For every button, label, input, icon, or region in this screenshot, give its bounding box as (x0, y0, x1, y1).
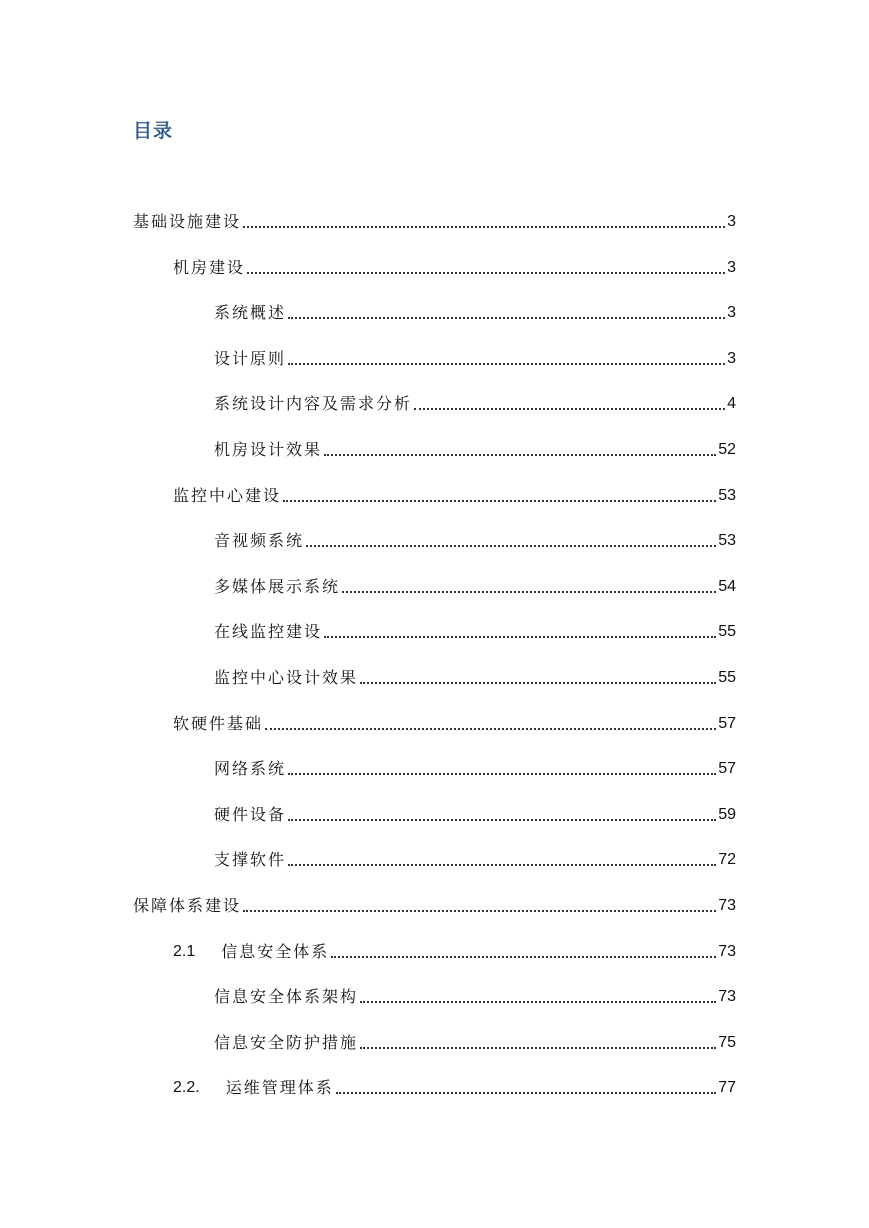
toc-entry-label: 机房设计效果 (214, 440, 323, 459)
toc-entry[interactable] (214, 299, 736, 323)
toc-entry[interactable] (214, 801, 736, 825)
toc-dot-leader (324, 454, 716, 456)
toc-entry-page-number: 73 (718, 897, 736, 914)
toc-entry-page-number: 77 (718, 1079, 736, 1096)
toc-dot-leader (243, 226, 725, 228)
toc-dot-leader (288, 864, 716, 866)
toc-entry-page-number: 53 (718, 532, 736, 549)
toc-entry[interactable] (214, 527, 736, 551)
toc-dot-leader (288, 363, 725, 365)
toc-entry-page-number: 54 (718, 578, 736, 595)
toc-dot-leader (360, 1047, 716, 1049)
toc-entry-label: 网络系统 (214, 759, 287, 778)
toc-dot-leader (288, 819, 716, 821)
toc-entry-page-number: 59 (718, 806, 736, 823)
toc-entry-label: 硬件设备 (214, 805, 287, 824)
toc-entry-page-number: 3 (727, 350, 736, 367)
toc-entry[interactable] (214, 755, 736, 779)
toc-entry[interactable] (214, 618, 736, 642)
toc-entry-number: 2.1 (173, 943, 196, 960)
toc-entry[interactable] (173, 482, 736, 506)
toc-dot-leader (288, 317, 725, 319)
toc-entry-label: 系统概述 (214, 303, 287, 322)
toc-entry-page-number: 57 (718, 760, 736, 777)
toc-dot-leader (360, 1001, 716, 1003)
toc-entry[interactable] (214, 390, 736, 414)
toc-entry-label: 软硬件基础 (173, 714, 264, 733)
toc-entry[interactable] (214, 664, 736, 688)
toc-entry[interactable] (133, 208, 736, 232)
toc-dot-leader (324, 636, 716, 638)
toc-entry-page-number: 3 (727, 259, 736, 276)
toc-entry-label: 设计原则 (214, 349, 287, 368)
toc-entry-page-number: 72 (718, 851, 736, 868)
toc-entry-page-number: 4 (727, 395, 736, 412)
toc-entry-label: 信息安全体系 (221, 942, 330, 961)
toc-entry[interactable] (173, 710, 736, 734)
toc-dot-leader (336, 1092, 717, 1094)
toc-entry-label: 监控中心建设 (173, 486, 282, 505)
toc-entry[interactable] (214, 1029, 736, 1053)
toc-entry-page-number: 75 (718, 1034, 736, 1051)
toc-entry-label: 信息安全体系架构 (214, 987, 359, 1006)
toc-entry-label: 多媒体展示系统 (214, 577, 341, 596)
toc-dot-leader (243, 910, 716, 912)
toc-entry-label: 运维管理体系 (225, 1078, 334, 1097)
toc-entry[interactable] (133, 892, 736, 916)
toc-entry-label: 基础设施建设 (133, 212, 242, 231)
toc-entry[interactable] (214, 983, 736, 1007)
toc-entry-page-number: 73 (718, 943, 736, 960)
toc-entry-label: 系统设计内容及需求分析 (214, 394, 413, 413)
toc-entry-page-number: 73 (718, 988, 736, 1005)
toc-dot-leader (247, 272, 725, 274)
toc-entry-label: 音视频系统 (214, 531, 305, 550)
toc-entry-label: 信息安全防护措施 (214, 1033, 359, 1052)
toc-dot-leader (288, 773, 716, 775)
toc-entry-page-number: 57 (718, 715, 736, 732)
toc-entry[interactable] (214, 573, 736, 597)
toc-dot-leader (331, 956, 716, 958)
toc-dot-leader (265, 728, 716, 730)
toc-entry-page-number: 53 (718, 487, 736, 504)
toc-dot-leader (360, 682, 716, 684)
toc-entry[interactable] (173, 254, 736, 278)
toc-dot-leader (283, 500, 716, 502)
toc-entry-page-number: 3 (727, 304, 736, 321)
toc-entry-label: 机房建设 (173, 258, 246, 277)
toc-entry-page-number: 52 (718, 441, 736, 458)
toc-entry[interactable] (173, 938, 736, 962)
toc-entry[interactable] (173, 1074, 736, 1098)
toc-dot-leader (414, 408, 725, 410)
toc-entry[interactable] (214, 345, 736, 369)
toc-entry-label: 监控中心设计效果 (214, 668, 359, 687)
toc-entry-page-number: 55 (718, 623, 736, 640)
toc-entry[interactable] (214, 846, 736, 870)
toc-entry-label: 在线监控建设 (214, 622, 323, 641)
toc-entry-label: 支撑软件 (214, 850, 287, 869)
toc-dot-leader (306, 545, 716, 547)
toc-entry-page-number: 3 (727, 213, 736, 230)
toc-entry-page-number: 55 (718, 669, 736, 686)
toc-title: 目录 (133, 120, 174, 142)
toc-entry-number: 2.2. (173, 1079, 200, 1096)
toc-entry-label: 保障体系建设 (133, 896, 242, 915)
toc-dot-leader (342, 591, 716, 593)
toc-entry[interactable] (214, 436, 736, 460)
